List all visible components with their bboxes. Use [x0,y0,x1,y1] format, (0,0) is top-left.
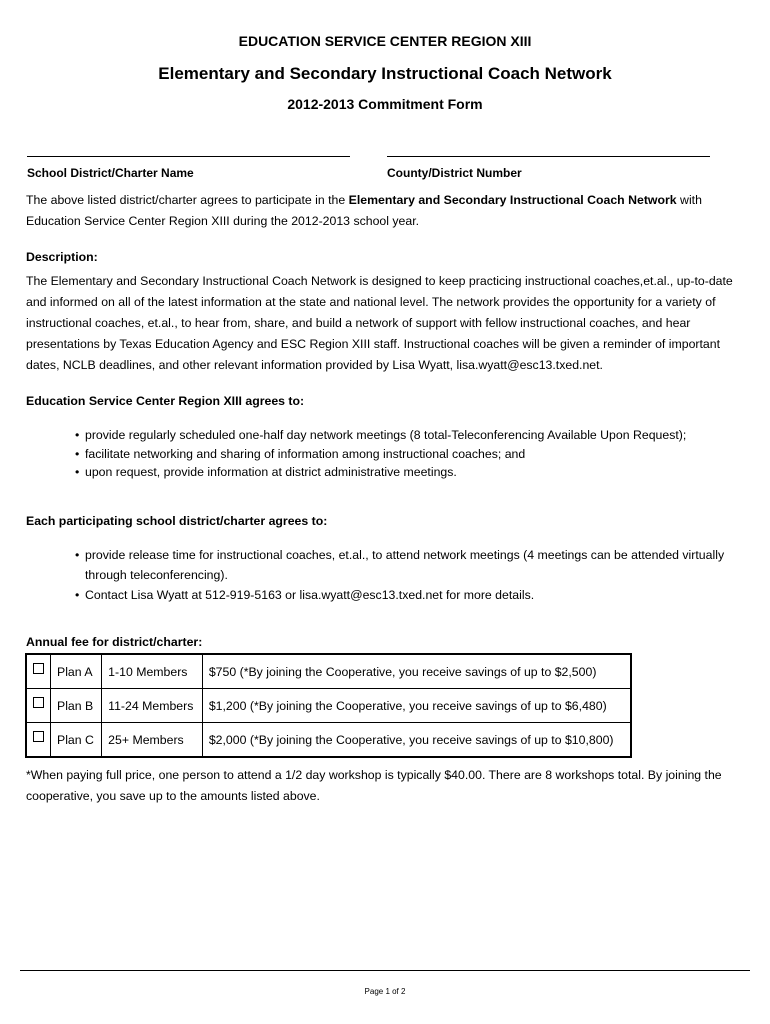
district-name-line[interactable] [27,156,350,157]
plan-price: $750 (*By joining the Cooperative, you receive savings of up to $2,500) [202,654,631,689]
table-row [26,654,631,689]
esc-agrees-list [75,426,745,482]
organization-name: EDUCATION SERVICE CENTER REGION XIII [238,33,532,49]
form-title: Elementary and Secondary Instructional Coach Network [158,64,612,83]
list-item: • facilitate networking and sharing of information among instructional coaches; and [75,445,745,464]
plan-c-checkbox-cell[interactable] [26,723,51,758]
table-row [26,689,631,723]
checkbox-icon[interactable] [33,731,44,742]
plan-price: $2,000 (*By joining the Cooperative, you receive savings of up to $10,800) [202,723,631,758]
district-name-label: School District/Charter Name [27,166,194,180]
footnote: *When paying full price, one person to attend a 1/2 day workshop is typically $40.00. There are 8 workshops total. By joining the cooperative, you save up to the amounts listed above. [26,768,722,803]
checkbox-icon[interactable] [33,697,44,708]
agreement-text-end: with Education Service Center Region XIII during the 2012-2013 school year. [26,193,702,228]
description-heading: Description: [26,250,98,264]
footer-divider [20,970,750,971]
county-number-line[interactable] [387,156,710,157]
plan-name: Plan B [51,689,102,723]
district-agrees-list [75,545,747,605]
annual-fee-heading: Annual fee for district/charter: [26,635,203,649]
county-number-label: County/District Number [387,166,522,180]
agreement-network-name: Elementary and Secondary Instructional Coach Network [348,193,677,207]
plan-b-checkbox-cell[interactable] [26,689,51,723]
plan-name: Plan A [51,654,102,689]
plan-name: Plan C [51,723,102,758]
list-item: • provide release time for instructional coaches, et.al., to attend network meetings (4 meetings can be attended virtually through teleconferencing). [75,545,747,585]
checkbox-icon[interactable] [33,663,44,674]
plan-members: 25+ Members [102,723,203,758]
list-item: • Contact Lisa Wyatt at 512-919-5163 or lisa.wyatt@esc13.txed.net for more details. [75,585,747,605]
plan-price: $1,200 (*By joining the Cooperative, you receive savings of up to $6,480) [202,689,631,723]
agreement-paragraph [26,190,746,232]
plan-members: 1-10 Members [102,654,203,689]
form-subtitle: 2012-2013 Commitment Form [287,96,483,112]
district-agrees-heading: Each participating school district/charter agrees to: [26,514,328,528]
plan-members: 11-24 Members [102,689,203,723]
description-text: The Elementary and Secondary Instructional Coach Network is designed to keep practicing instructional coaches,et.al., up-to-date and informed on all of the latest information at the state and national level. The network provides the opportunity for a variety of instructional coaches, et.al., to hear from, share, and build a network of support with fellow instructional coaches, and hear presentations by Texas Education Agency and ESC Region XIII staff. Instructional coaches will be given a reminder of important dates, NCLB deadlines, and other relevant information provided by Lisa Wyatt, lisa.wyatt@esc13.txed.net. [26,274,733,372]
fee-table [25,653,632,758]
agreement-text-start: The above listed district/charter agrees to participate in the [26,193,349,207]
page-number: Page 1 of 2 [364,987,406,996]
list-item: • provide regularly scheduled one-half day network meetings (8 total-Teleconferencing Available Upon Request); [75,426,745,445]
esc-agrees-heading: Education Service Center Region XIII agrees to: [26,394,305,408]
plan-a-checkbox-cell[interactable] [26,654,51,689]
table-row [26,723,631,758]
list-item: • upon request, provide information at district administrative meetings. [75,463,745,482]
